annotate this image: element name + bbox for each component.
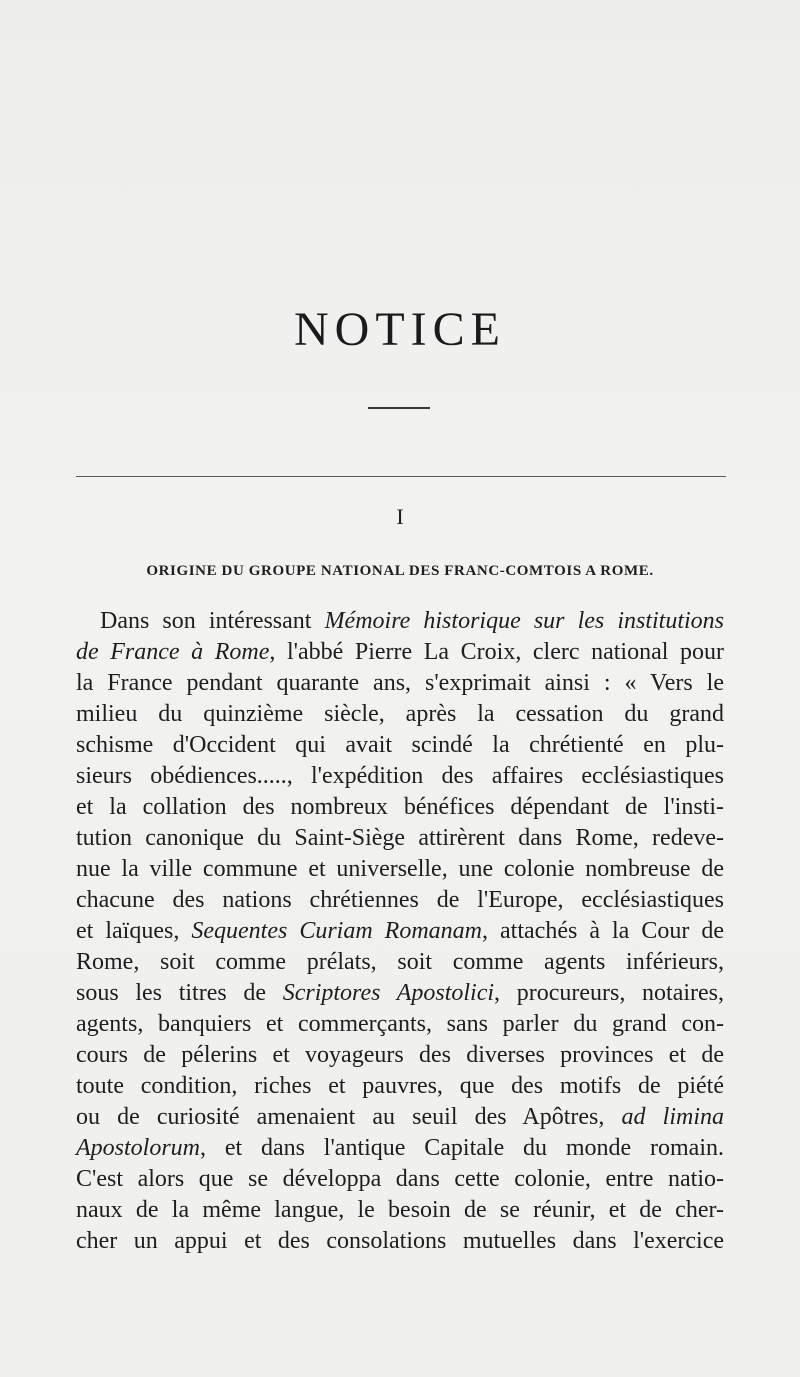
text-run: Rome, soit comme prélats, soit comme agents inférieurs, bbox=[76, 949, 724, 975]
page-title: NOTICE bbox=[294, 303, 506, 356]
text-run: tution canonique du Saint-Siège attirèrent dans Rome, redeve- bbox=[76, 825, 724, 851]
text-run: toute condition, riches et pauvres, que des motifs de piété bbox=[76, 1073, 724, 1099]
text-run: et la collation des nombreux bénéfices dépendant de l'insti- bbox=[76, 794, 724, 820]
bleed-through-texture bbox=[60, 130, 740, 450]
text-run: C'est alors que se développa dans cette colonie, entre natio- bbox=[76, 1166, 724, 1192]
text-run: agents, banquiers et commerçants, sans parler du grand con- bbox=[76, 1011, 724, 1037]
text-run: chacune des nations chrétiennes de l'Europe, ecclésiastiques bbox=[76, 887, 724, 913]
italic-text-run: Mémoire historique sur les institutions bbox=[324, 608, 725, 634]
section-number: I bbox=[396, 504, 404, 529]
text-line bbox=[76, 730, 724, 761]
text-run: , attachés à la Cour de bbox=[482, 918, 724, 944]
text-line bbox=[76, 823, 724, 854]
text-run: , l'abbé Pierre La Croix, clerc national pour bbox=[269, 639, 724, 665]
text-line bbox=[76, 1164, 724, 1195]
text-line bbox=[76, 761, 724, 792]
body-paragraph bbox=[76, 606, 724, 1257]
text-line bbox=[76, 637, 724, 668]
text-run: sieurs obédiences....., l'expédition des affaires ecclésiastiques bbox=[76, 763, 724, 789]
text-run: et laïques, bbox=[76, 918, 192, 944]
text-line bbox=[76, 606, 724, 637]
italic-text-run: Sequentes Curiam Romanam bbox=[191, 918, 483, 944]
text-run: naux de la même langue, le besoin de se réunir, et de cher- bbox=[76, 1197, 724, 1223]
text-line bbox=[76, 1226, 724, 1257]
section-divider bbox=[76, 476, 726, 477]
text-line bbox=[76, 978, 724, 1009]
text-line bbox=[76, 947, 724, 978]
text-line bbox=[76, 1009, 724, 1040]
title-divider bbox=[368, 407, 430, 409]
text-line bbox=[76, 1102, 724, 1133]
text-line bbox=[76, 668, 724, 699]
text-line bbox=[76, 1071, 724, 1102]
text-line bbox=[76, 916, 724, 947]
text-line bbox=[76, 792, 724, 823]
text-line bbox=[76, 699, 724, 730]
text-run: , et dans l'antique Capitale du monde romain. bbox=[200, 1135, 724, 1161]
italic-text-run: ad limina bbox=[621, 1104, 724, 1130]
text-run: , procureurs, notaires, bbox=[494, 980, 724, 1006]
text-run: cher un appui et des consolations mutuelles dans l'exercice bbox=[76, 1228, 724, 1254]
section-heading: ORIGINE DU GROUPE NATIONAL DES FRANC-COMTOIS A ROME. bbox=[146, 563, 654, 579]
text-line bbox=[76, 1040, 724, 1071]
text-run: cours de pélerins et voyageurs des diverses provinces et de bbox=[76, 1042, 724, 1068]
text-run: Dans son intéressant bbox=[100, 608, 325, 634]
text-line bbox=[76, 854, 724, 885]
text-line bbox=[76, 1195, 724, 1226]
text-run: nue la ville commune et universelle, une colonie nombreuse de bbox=[76, 856, 724, 882]
italic-text-run: Apostolorum bbox=[76, 1135, 201, 1161]
text-run: la France pendant quarante ans, s'exprimait ainsi : « Vers le bbox=[76, 670, 724, 696]
text-line bbox=[76, 1133, 724, 1164]
text-run: sous les titres de bbox=[76, 980, 283, 1006]
text-run: ou de curiosité amenaient au seuil des Apôtres, bbox=[76, 1104, 622, 1130]
text-run: schisme d'Occident qui avait scindé la chrétienté en plu- bbox=[76, 732, 724, 758]
text-run: milieu du quinzième siècle, après la cessation du grand bbox=[76, 701, 724, 727]
italic-text-run: Scriptores Apostolici bbox=[282, 980, 495, 1006]
text-line bbox=[76, 885, 724, 916]
italic-text-run: de France à Rome bbox=[76, 639, 270, 665]
